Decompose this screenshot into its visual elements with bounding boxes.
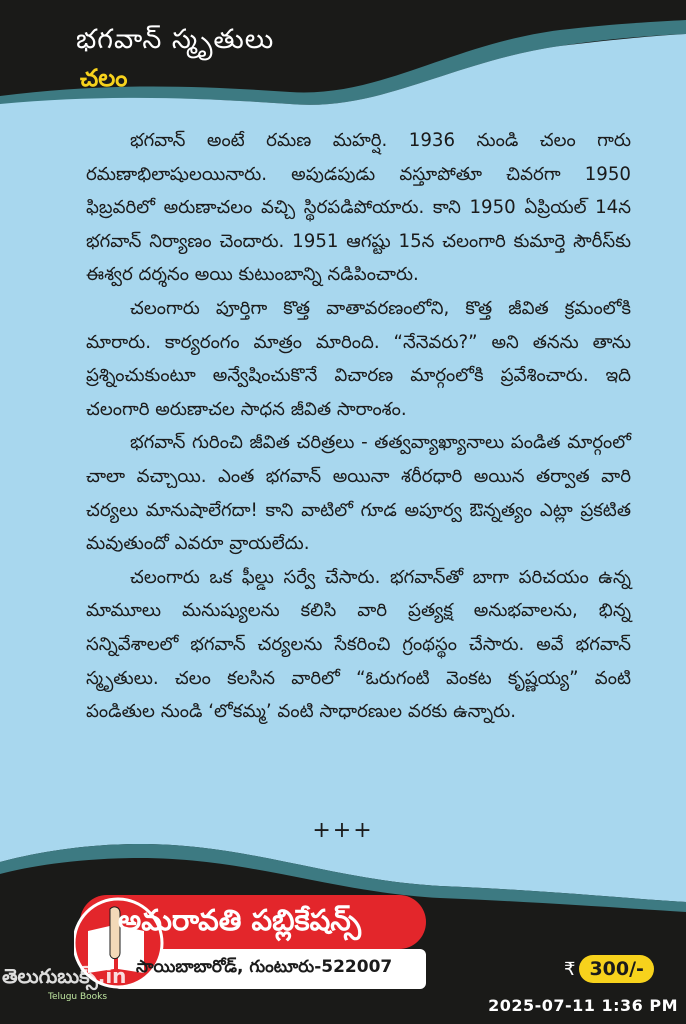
book-title: భగవాన్ స్మృతులు xyxy=(76,24,275,55)
section-separator: +++ xyxy=(312,818,374,843)
blurb-text xyxy=(86,124,631,729)
price-value: 300/- xyxy=(579,955,654,983)
site-watermark: తెలుగుబుక్స్.in xyxy=(2,964,127,988)
photo-timestamp: 2025-07-11 1:36 PM xyxy=(488,996,678,1015)
price-tag xyxy=(564,955,654,983)
publisher-address: సాయిబాబారోడ్, గుంటూరు-522007 xyxy=(136,957,393,977)
blurb-paragraph: చలంగారు పూర్తిగా కొత్త వాతావరణంలోని, కొత్త జీవిత క్రమంలోకి మారారు. కార్యరంగం మాత్రం మారింది. “నేనెవరు?” అని తనను తాను ప్రశ్నించుకుంటూ అన్వేషించుకొనే విచారణ మార్గంలోకి ప్రవేశించారు. ఇది చలంగారి అరుణాచల సాధన జీవిత సారాంశం. xyxy=(86,297,631,420)
blurb-paragraph: భగవాన్ గురించి జీవిత చరిత్రలు - తత్వవ్యాఖ్యానాలు పండిత మార్గంలో చాలా వచ్చాయి. ఎంత భగవాన్ అయినా శరీరధారి అయిన తర్వాత వారి చర్యలు మానుషాలేగదా! కాని వాటిలో గూడ అపూర్వ ఔన్నత్యం ఎట్లా ప్రకటిత మవుతుందో ఎవరూ వ్రాయలేదు. xyxy=(86,432,631,555)
blurb-paragraph: భగవాన్ అంటే రమణ మహర్షి. 1936 నుండి చలం గారు రమణాభిలాషులయినారు. అపుడపుడు వస్తూపోతూ చివరగా 1950 ఫిబ్రవరిలో అరుణాచలం వచ్చి స్థిరపడిపోయారు. కాని 1950 ఏప్రియల్ 14న భగవాన్ నిర్యాణం చెందారు. 1951 ఆగష్టు 15న చలంగారి కుమార్తె సౌరీస్‌కు ఈశ్వర దర్శనం అయి కుటుంబాన్ని నడిపించారు. xyxy=(86,130,631,286)
site-watermark-sub: Telugu Books xyxy=(48,992,108,1002)
publisher-name: అమరావతి పబ్లికేషన్స్ xyxy=(118,903,362,937)
book-author: చలం xyxy=(80,64,128,92)
blurb-paragraph: చలంగారు ఒక ఫీల్డు సర్వే చేసారు. భగవాన్‌తో బాగా పరిచయం ఉన్న మామూలు మనుష్యులను కలిసి వారి ప్రత్యక్ష అనుభవాలను, భిన్న సన్నివేశాలలో భగవాన్ చర్యలను సేకరించి గ్రంథస్థం చేసారు. అవే భగవాన్ స్మృతులు. చలం కలసిన వారిలో “ఓరుగంటి వెంకట కృష్ణయ్య” వంటి పండితుల నుండి ‘లోకమ్మ’ వంటి సాధారణుల వరకు ఉన్నారు. xyxy=(86,566,631,723)
currency-symbol: ₹ xyxy=(564,958,576,980)
